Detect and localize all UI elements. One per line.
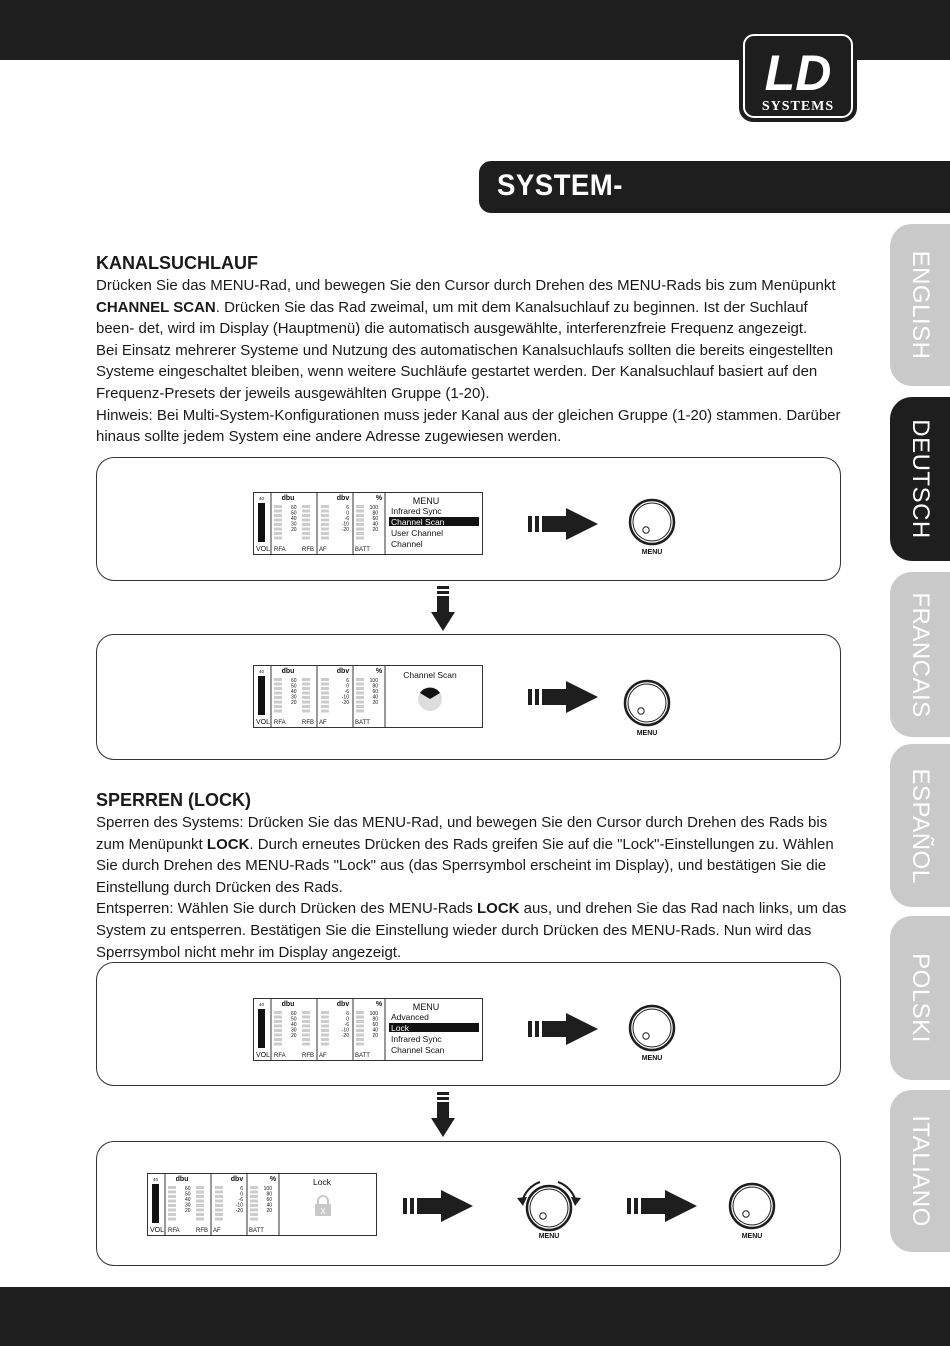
- keyword-lock: LOCK: [206, 835, 250, 853]
- lcd-batt-label: BATT: [355, 720, 370, 726]
- vol-bar: [258, 1009, 265, 1048]
- knob-label: MENU: [641, 549, 663, 556]
- lcd-pct-tick: 60: [372, 516, 378, 522]
- lcd-batt-label: BATT: [355, 1053, 370, 1059]
- lcd-display: [147, 1173, 377, 1236]
- lcd-vol-top: 40: [259, 496, 265, 501]
- lcd-dbv-tick: -20: [235, 1208, 243, 1214]
- lcd-dbu-tick: 30: [291, 521, 297, 528]
- vol-bar: [258, 503, 265, 542]
- lcd-pct-tick: 20: [372, 1033, 378, 1039]
- tab-italiano-label: ITALIANO: [907, 1115, 934, 1227]
- lcd-dbu-tick: 20: [291, 1033, 297, 1039]
- arrow-right-icon: [627, 1188, 699, 1229]
- lcd-scan-title: Channel Scan: [403, 670, 457, 680]
- lcd-dbu-tick: 60: [185, 1186, 191, 1192]
- tab-espanol-label: ESPAÑOL: [907, 767, 934, 884]
- lcd-af-label: AF: [319, 547, 327, 553]
- lcd-vol-label: VOL: [150, 1227, 165, 1234]
- lcd-rfa-label: RFA: [168, 1228, 180, 1234]
- lcd-rfb-label: RFB: [196, 1228, 208, 1234]
- lcd-display: [253, 665, 483, 728]
- lcd-pct-tick: 20: [372, 700, 378, 706]
- lcd-menu-item: Lock: [391, 1023, 409, 1033]
- lcd-pct-tick: 40: [266, 1202, 272, 1209]
- lcd-pct-tick: 100: [369, 678, 378, 684]
- paragraph: Bei Einsatz mehrerer Systeme und Nutzung des automatischen Kanalsuchlaufs sollten die bereits eingestellten Systeme eingeschaltet bleiben, wenn weitere Suchläufe gestartet werden. Der Kanalsuchlauf basiert auf den Frequenz-Presets der jeweils ausgewählten Gruppe (1-20).: [96, 341, 834, 402]
- lcd-dbu-tick: 40: [291, 516, 297, 522]
- section-title-bar: [479, 161, 950, 213]
- lcd-dbu-tick: 60: [291, 678, 297, 684]
- lcd-dbu-tick: 30: [291, 1027, 297, 1034]
- lcd-pct-tick: 60: [266, 1197, 272, 1203]
- lcd-svg: [148, 1174, 376, 1235]
- lcd-dbu-label: dbu: [281, 1001, 295, 1008]
- lcd-vol-top: 40: [259, 669, 265, 674]
- tab-italiano[interactable]: [890, 1090, 950, 1252]
- knob-label: MENU: [741, 1233, 763, 1240]
- lcd-menu-title: MENU: [412, 1002, 440, 1012]
- lcd-dbu-tick: 20: [291, 700, 297, 706]
- paragraph: Sperren des Systems: Drücken Sie das MENU-Rad, und bewegen Sie den Cursor durch Drehen des Rads bis zum Menüpunkt LOCK. Durch erneutes Drücken des Rads greifen Sie auf die "Lock"-Einstellungen zu. Wählen Sie durch Drehen des MENU-Rads "Lock" aus (das Sperrsymbol erscheint im Display), und bestätigen Sie die Einstellung durch Drücken des Rads.: [96, 814, 834, 896]
- lcd-menu-item: Channel: [391, 539, 423, 549]
- paragraph: Drücken Sie das MENU-Rad, und bewegen Sie den Cursor durch Drehen des MENU-Rads bis zum Menüpunkt CHANNEL SCAN. Drücken Sie das Rad zweimal, um mit dem Kanalsuchlauf zu beginnen. Ist der Suchlauf been- det, wird im Display (Hauptmenü) die automatisch ausgewählte, interferenzfreie Frequenz angezeigt.: [96, 277, 836, 338]
- tab-francais[interactable]: [890, 572, 950, 737]
- lcd-vol-label: VOL: [256, 546, 271, 553]
- lcd-pct-tick: 40: [372, 1027, 378, 1034]
- tab-polski[interactable]: [890, 916, 950, 1080]
- lcd-rfb-label: RFB: [302, 1053, 314, 1059]
- knob-label: MENU: [636, 730, 658, 737]
- lcd-dbu-tick: 30: [185, 1202, 191, 1209]
- lcd-af-label: AF: [319, 720, 327, 726]
- lcd-pct-tick: 20: [266, 1208, 272, 1214]
- lcd-dbv-tick: -20: [341, 527, 349, 533]
- tab-espanol[interactable]: [890, 744, 950, 907]
- lcd-vol-top: 40: [259, 1002, 265, 1007]
- arrow-down-icon: [430, 586, 456, 637]
- lcd-pct-tick: 80: [372, 510, 378, 517]
- logo-letters: LD: [764, 45, 832, 101]
- arrow-down-icon: [430, 1092, 456, 1143]
- lcd-dbv-label: dbv: [336, 668, 350, 675]
- lcd-dbv-tick: -6: [344, 1022, 349, 1028]
- paragraph: Hinweis: Bei Multi-System-Konfigurationen muss jeder Kanal aus der gleichen Gruppe (1-20) stammen. Darüber hinaus sollte jedem System eine andere Adresse zugewiesen werden.: [96, 406, 841, 446]
- paragraph: Entsperren: Wählen Sie durch Drücken des MENU-Rads LOCK aus, und drehen Sie das Rad nach links, um das System zu entsperren. Bestätigen Sie die Einstellung wieder durch Drücken des MENU-Rads. Nun wird das Sperrsymbol nicht mehr im Display angezeigt.: [96, 900, 847, 961]
- logo-subtitle: SYSTEMS: [761, 99, 835, 114]
- tab-francais-label: FRANCAIS: [907, 591, 934, 718]
- menu-knob-icon: [725, 1181, 781, 1248]
- heading-lock: SPERREN (LOCK): [96, 790, 252, 810]
- vol-bar: [152, 1184, 159, 1223]
- lcd-pct-tick: 100: [369, 505, 378, 511]
- arrow-right-icon: [528, 506, 600, 547]
- lcd-pct-tick: 20: [372, 527, 378, 533]
- lcd-dbu-tick: 20: [291, 527, 297, 533]
- lcd-dbu-label: dbu: [175, 1176, 189, 1183]
- lcd-menu-item: User Channel: [391, 528, 443, 538]
- lcd-svg: [254, 999, 482, 1060]
- lcd-dbv-tick: 0: [346, 510, 349, 517]
- lock-icon: [315, 1196, 331, 1216]
- lcd-menu-item: Channel Scan: [391, 1045, 445, 1055]
- lcd-menu-item: Infrared Sync: [391, 1034, 442, 1044]
- section-channel-scan: [96, 251, 848, 448]
- lcd-pct-label: %: [375, 1001, 383, 1008]
- keyword-channel-scan: CHANNEL SCAN: [96, 298, 216, 316]
- knob-label: MENU: [641, 1055, 663, 1062]
- arrow-right-icon: [528, 1011, 600, 1052]
- lcd-dbv-tick: 0: [346, 683, 349, 690]
- lcd-dbv-tick: 6: [346, 1011, 349, 1017]
- lcd-dbv-label: dbv: [336, 1001, 350, 1008]
- lcd-pct-tick: 60: [372, 1022, 378, 1028]
- lcd-pct-label: %: [269, 1176, 277, 1183]
- lcd-pct-tick: 60: [372, 689, 378, 695]
- section-title: SYSTEM-: [497, 169, 623, 202]
- knob-label: MENU: [538, 1233, 560, 1240]
- lcd-dbu-tick: 50: [185, 1191, 191, 1198]
- lcd-svg: [254, 666, 482, 727]
- lcd-dbu-tick: 50: [291, 683, 297, 690]
- lcd-vol-label: VOL: [256, 719, 271, 726]
- lcd-menu-item: Infrared Sync: [391, 506, 442, 516]
- lcd-display: [253, 492, 483, 555]
- lcd-vol-top: 40: [153, 1177, 159, 1182]
- arrow-right-icon: [528, 679, 600, 720]
- lcd-dbv-tick: -10: [341, 694, 349, 701]
- tab-deutsch-label: DEUTSCH: [907, 419, 934, 539]
- lcd-dbv-label: dbv: [336, 495, 350, 502]
- menu-knob-icon: [625, 1003, 681, 1070]
- lcd-dbv-tick: -20: [341, 700, 349, 706]
- lcd-rfb-label: RFB: [302, 720, 314, 726]
- tab-english[interactable]: [890, 224, 950, 386]
- lcd-menu-item: Advanced: [391, 1012, 429, 1022]
- lcd-dbv-tick: -10: [341, 521, 349, 528]
- lcd-dbu-tick: 60: [291, 505, 297, 511]
- tab-english-label: ENGLISH: [907, 250, 934, 360]
- lcd-pct-tick: 40: [372, 694, 378, 701]
- lcd-dbv-tick: -6: [238, 1197, 243, 1203]
- lcd-dbv-tick: 6: [346, 678, 349, 684]
- lcd-rfa-label: RFA: [274, 547, 286, 553]
- lcd-dbv-tick: -10: [341, 1027, 349, 1034]
- heading-channel-scan: KANALSUCHLAUF: [96, 253, 258, 273]
- lcd-dbu-tick: 40: [291, 689, 297, 695]
- menu-knob-rotate-icon: [516, 1178, 582, 1247]
- lock-mark: X: [320, 1207, 326, 1216]
- lcd-pct-label: %: [375, 668, 383, 675]
- lcd-pct-label: %: [375, 495, 383, 502]
- lcd-batt-label: BATT: [355, 547, 370, 553]
- lcd-dbu-tick: 60: [291, 1011, 297, 1017]
- arrow-right-icon: [403, 1188, 475, 1229]
- lcd-dbv-tick: 0: [240, 1191, 243, 1198]
- lcd-pct-tick: 100: [369, 1011, 378, 1017]
- lcd-dbu-tick: 50: [291, 1016, 297, 1023]
- keyword-lock: LOCK: [477, 900, 520, 918]
- lcd-vol-label: VOL: [256, 1052, 271, 1059]
- tab-polski-label: POLSKI: [907, 953, 934, 1043]
- menu-knob-icon: [620, 678, 676, 745]
- lcd-pct-tick: 80: [372, 683, 378, 690]
- lcd-dbu-tick: 30: [291, 694, 297, 701]
- lcd-dbv-tick: 6: [240, 1186, 243, 1192]
- vol-bar: [258, 676, 265, 715]
- lcd-dbu-label: dbu: [281, 668, 295, 675]
- lcd-dbu-tick: 50: [291, 510, 297, 517]
- lcd-menu-title: MENU: [412, 496, 440, 506]
- lcd-dbv-tick: 0: [346, 1016, 349, 1023]
- lcd-dbu-tick: 20: [185, 1208, 191, 1214]
- lcd-batt-label: BATT: [249, 1228, 264, 1234]
- lcd-dbv-tick: -6: [344, 689, 349, 695]
- lcd-dbv-tick: -10: [235, 1202, 243, 1209]
- lcd-lock-title: Lock: [313, 1177, 331, 1187]
- lcd-pct-tick: 80: [266, 1191, 272, 1198]
- section-lock: [96, 788, 848, 963]
- lcd-pct-tick: 100: [263, 1186, 272, 1192]
- lcd-dbv-label: dbv: [230, 1176, 244, 1183]
- lcd-rfa-label: RFA: [274, 1053, 286, 1059]
- lcd-menu-item: Channel Scan: [391, 517, 445, 527]
- lcd-dbv-tick: -6: [344, 516, 349, 522]
- lcd-dbu-tick: 40: [291, 1022, 297, 1028]
- lcd-display: [253, 998, 483, 1061]
- lcd-rfa-label: RFA: [274, 720, 286, 726]
- lcd-dbu-label: dbu: [281, 495, 295, 502]
- tab-deutsch[interactable]: [890, 397, 950, 561]
- lcd-dbv-tick: -20: [341, 1033, 349, 1039]
- lcd-dbu-tick: 40: [185, 1197, 191, 1203]
- lcd-svg: [254, 493, 482, 554]
- lcd-af-label: AF: [213, 1228, 221, 1234]
- bottom-bar: [0, 1287, 950, 1346]
- lcd-af-label: AF: [319, 1053, 327, 1059]
- lcd-rfb-label: RFB: [302, 547, 314, 553]
- lcd-pct-tick: 40: [372, 521, 378, 528]
- lcd-dbv-tick: 6: [346, 505, 349, 511]
- menu-knob-icon: [625, 497, 681, 564]
- lcd-pct-tick: 80: [372, 1016, 378, 1023]
- ld-systems-logo: [737, 28, 859, 124]
